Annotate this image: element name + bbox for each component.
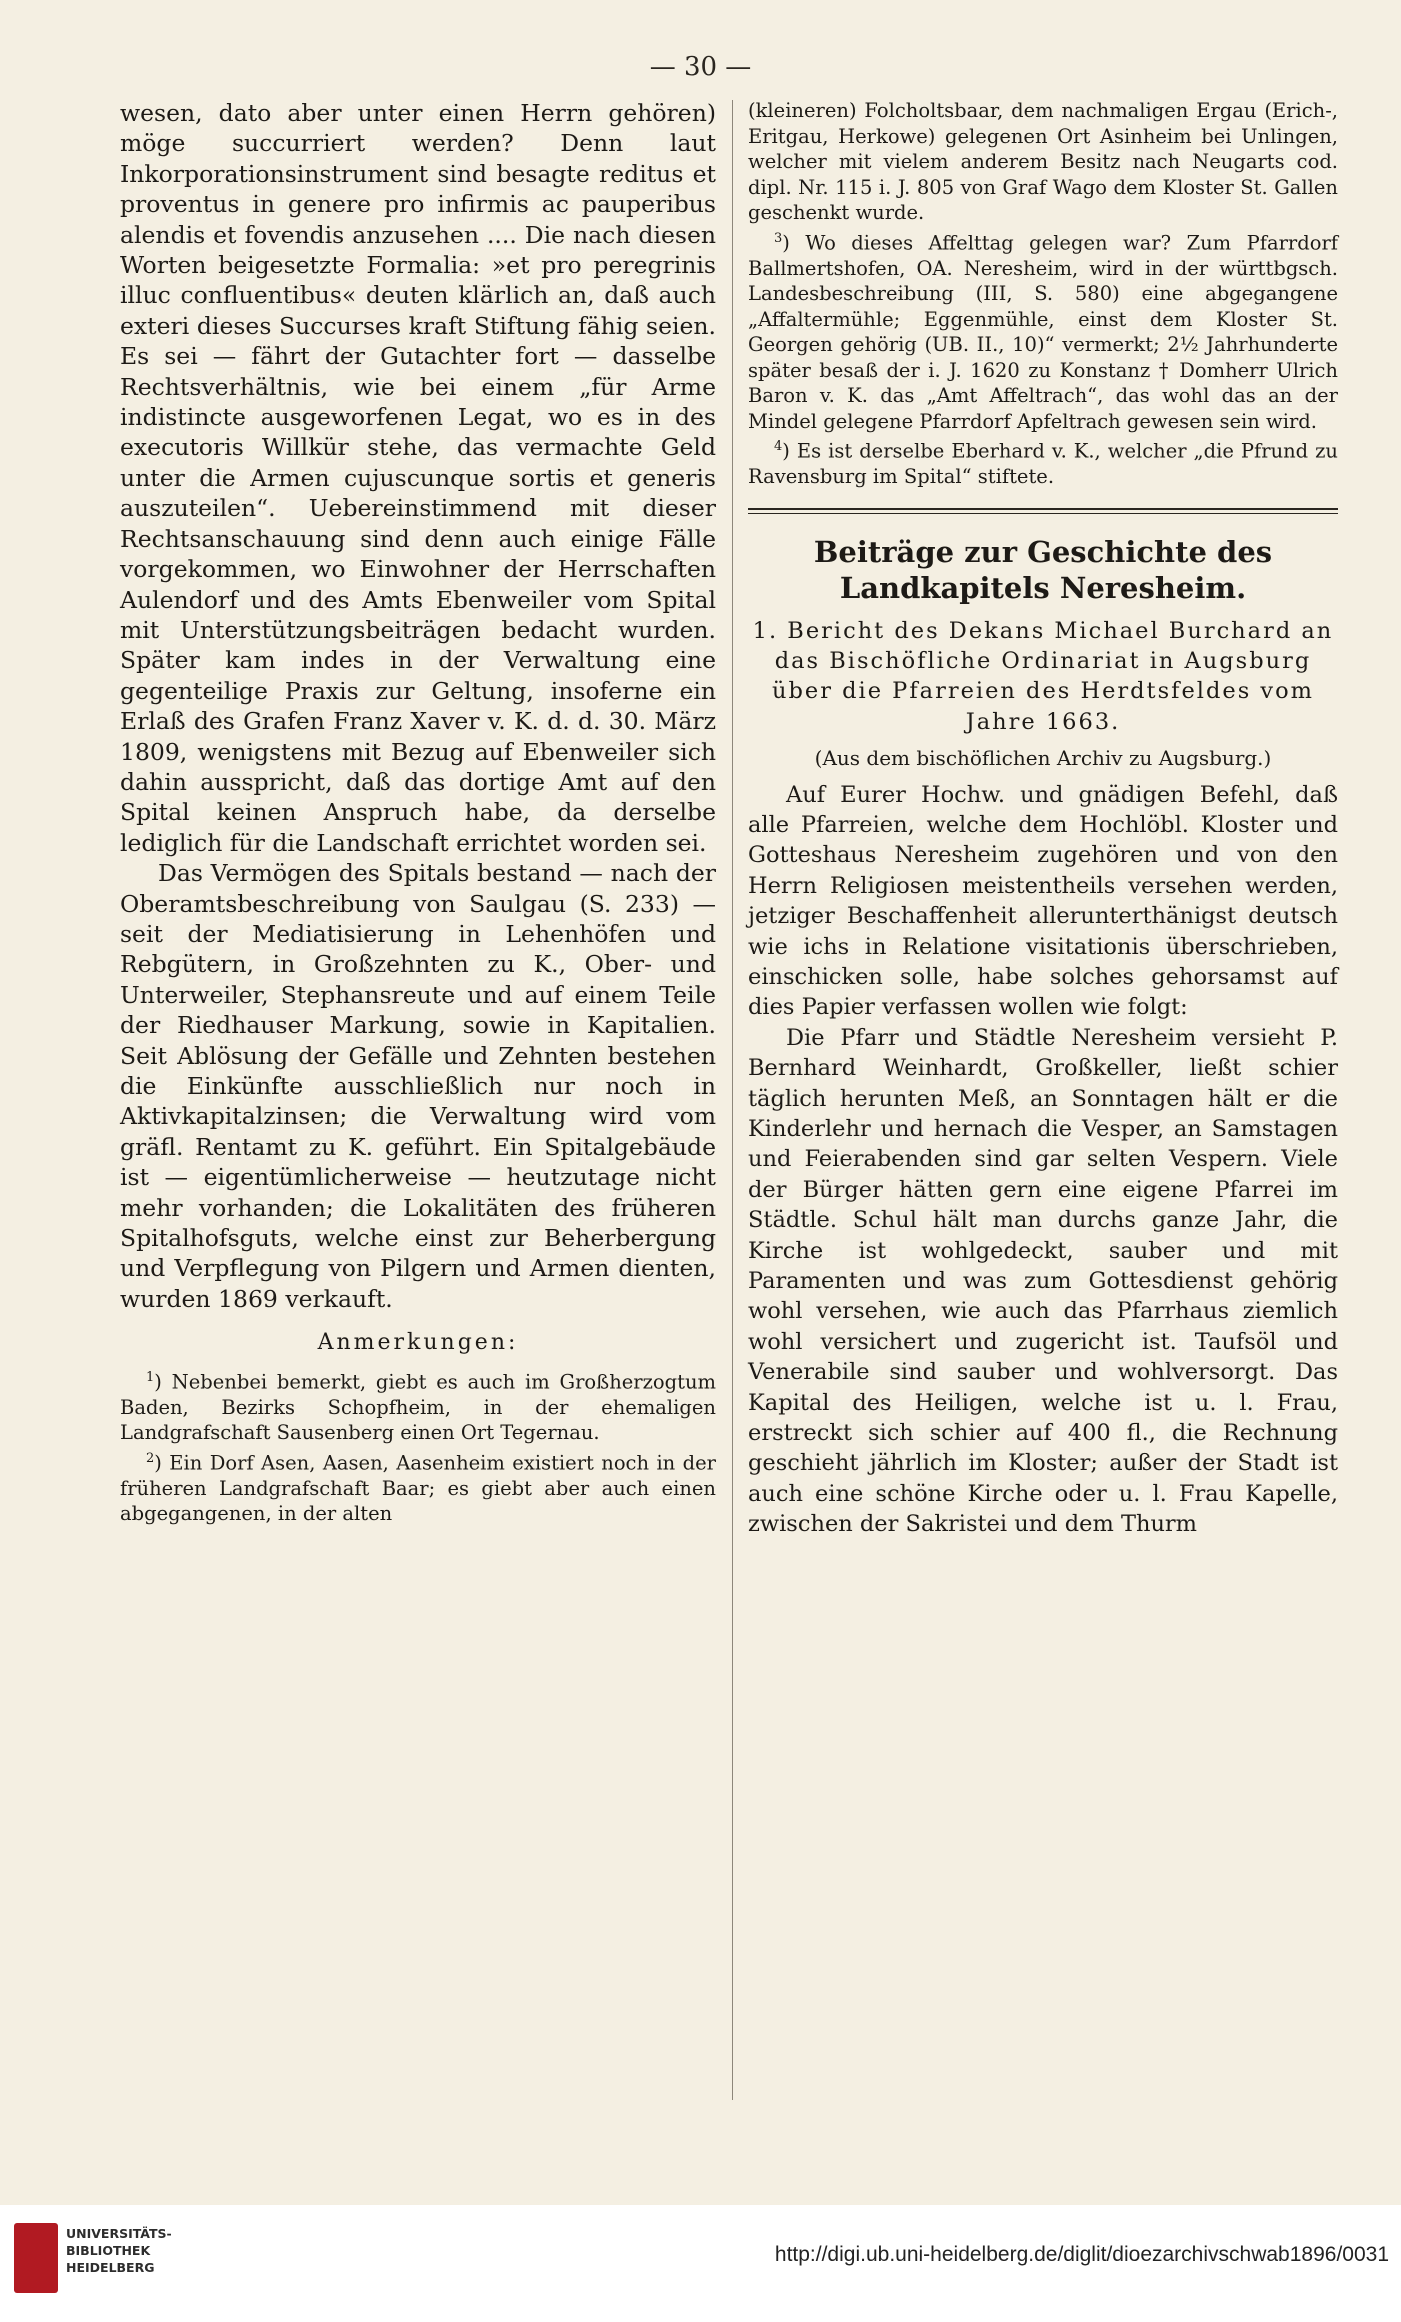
footnote-4-mark: 4 <box>774 439 783 454</box>
logo-line-2: BIBLIOTHEK <box>66 2243 151 2258</box>
left-paragraph-2: Das Vermögen des Spitals bestand — nach der Oberamtsbeschreibung von Saulgau (S. 233) — seit der Mediatisierung in Lehenhöfen und Rebgütern, in Großzehnten zu K., Ober- und Unterweiler, Stephansreute und auf einem Teile der Riedhauser Markung, sowie in Kapitalien. Seit Ablösung der Gefälle und Zehnten bestehen die Einkünfte ausschließlich nur noch in Aktivkapitalzinsen; die Verwaltung wird vom gräfl. Rentamt zu K. geführt. Ein Spitalgebäude ist — eigentümlicherweise — heutzutage nicht mehr vorhanden; die Lokalitäten des früheren Spitalhofsguts, welche einst zur Beherbergung und Verpflegung von Pilgern und Armen dienten, wurden 1869 verkauft. <box>120 859 716 1313</box>
footnote-2-text: Ein Dorf Asen, Aasen, Aasenheim existiert noch in der früheren Landgrafschaft Baar; es giebt aber auch einen abgegangenen, in der alten <box>120 1451 716 1526</box>
footnote-2-mark: 2 <box>146 1450 155 1466</box>
source-url-link[interactable]: http://digi.ub.uni-heidelberg.de/diglit/dioezarchivschwab1896/0031 <box>774 2243 1389 2266</box>
footnote-4: $^4$) Es ist derselbe Eberhard v. K., welcher „die Pfrund zu Ravensburg im Spital“ stiftete. <box>748 439 1338 488</box>
report-source: (Aus dem bischöflichen Archiv zu Augsburg.) <box>814 746 1272 771</box>
right-column <box>748 98 1338 1540</box>
footnote-2-continued: (kleineren) Folcholtsbaar, dem nachmaligen Ergau (Erich-, Eritgau, Herkowe) gelegenen Ort Asinheim bei Unlingen, welcher mit vielem anderem Besitz nach Neugarts cod. dipl. Nr. 115 i. J. 805 von Graf Wago dem Kloster St. Gallen geschenkt wurde. <box>748 99 1338 224</box>
page-number: — 30 — <box>649 52 752 82</box>
notes-heading: Anmerkungen: <box>317 1330 519 1356</box>
footer-bar <box>0 2205 1401 2322</box>
report-title: 1. Bericht des Dekans Michael Burchard an das Bischöfliche Ordinariat in Augsburg über die Pfarreien des Herdtsfeldes vom Jahre 1663. <box>752 617 1334 735</box>
footnote-1-mark: 1 <box>146 1369 155 1385</box>
footnote-2: $^2$) Ein Dorf Asen, Aasen, Aasenheim existiert noch in der früheren Landgrafschaft Baar; es giebt aber auch einen abgegangenen, in der alten <box>120 1450 716 1526</box>
footnote-1-text: Nebenbei bemerkt, giebt es auch im Großherzogtum Baden, Bezirks Schopfheim, in der ehemaligen Landgrafschaft Sausenberg einen Ort Tegernau. <box>120 1370 716 1445</box>
left-column <box>120 98 716 1527</box>
right-paragraph-1: Auf Eurer Hochw. und gnädigen Befehl, daß alle Pfarreien, welche dem Hochlöbl. Kloster und Gotteshaus Neresheim zugehören und von den Herrn Religiosen meistentheils versehen werden, jetziger Beschaffenheit allerunterthänigst deutsch wie ichs in Relatione visitationis überschrieben, einschicken solle, habe solches gehorsamst auf dies Papier verfassen wollen wie folgt: <box>748 781 1338 1021</box>
section-heading: Beiträge zur Geschichte des Landkapitels Neresheim. <box>813 534 1273 605</box>
logo-line-1: UNIVERSITÄTS- <box>66 2226 172 2241</box>
footnote-3: $^3$) Wo dieses Affelttag gelegen war? Zum Pfarrdorf Ballmertshofen, OA. Neresheim, wird in der württbgsch. Landesbeschreibung (III, S. 580) eine abgegangene „Affaltermühle; Eggenmühle, einst dem Kloster St. Georgen gehörig (UB. II., 10)“ vermerkt; 2½ Jahrhunderte später besaß der i. J. 1620 zu Konstanz † Domherr Ulrich Baron v. K. das „Amt Affeltrach“, das wohl das an der Mindel gelegene Pfarrdorf Apfeltrach gewesen sein wird. <box>748 230 1338 433</box>
right-paragraph-2: Die Pfarr und Städtle Neresheim versieht P. Bernhard Weinhardt, Großkeller, ließt schier täglich herunten Meß, an Sonntagen hält er die Kinderlehr und hernach die Vesper, an Samstagen und Feierabenden sind gar selten Vespern. Viele der Bürger hätten gern eine eigene Pfarrei im Städtle. Schul hält man durchs ganze Jahr, die Kirche ist wohlgedeckt, sauber und mit Paramenten und was zum Gottesdienst gehörig wohl versehen, wie auch das Pfarrhaus ziemlich wohl versichert und zugericht ist. Taufsöl und Venerabile sind sauber und wohlversorgt. Das Kapital des Heiligen, welche ist u. l. Frau, erstreckt sich schier auf 400 fl., die Rechnung geschieht jährlich im Kloster; außer der Stadt ist auch eine schöne Kirche oder u. l. Frau Kapelle, zwischen der Sakristei und dem Thurm <box>748 1024 1338 1538</box>
footnote-3-text: Wo dieses Affelttag gelegen war? Zum Pfarrdorf Ballmertshofen, OA. Neresheim, wird in der württbgsch. Landesbeschreibung (III, S. 580) eine abgegangene „Affaltermühle; Eggenmühle, einst dem Kloster St. Georgen gehörig (UB. II., 10)“ vermerkt; 2½ Jahrhunderte später besaß der i. J. 1620 zu Konstanz † Domherr Ulrich Baron v. K. das „Amt Affeltrach“, das wohl das an der Mindel gelegene Pfarrdorf Apfeltrach gewesen sein wird. <box>748 231 1338 433</box>
left-paragraph-1: wesen, dato aber unter einen Herrn gehören) möge succurriert werden? Denn laut Inkorporationsinstrument sind besagte reditus et proventus in genere pro infirmis ac pauperibus alendis et fovendis anzusehen .... Die nach diesen Worten beigesetzte Formalia: »et pro peregrinis illuc confluentibus« deuten klärlich an, daß auch exteri dieses Succurses kraft Stiftung fähig seien. Es sei — fährt der Gutachter fort — dasselbe Rechtsverhältnis, wie bei einem „für Arme indistincte ausgeworfenen Legat, wo es in des executoris Willkür stehe, das vermachte Geld unter die Armen cujuscunque sortis et generis auszuteilen“. Uebereinstimmend mit dieser Rechtsanschauung sind denn auch einige Fälle vorgekommen, wo Einwohner der Herrschaften Aulendorf und des Amts Ebenweiler vom Spital mit Unterstützungsbeiträgen bedacht wurden. Später kam indes in der Verwaltung eine gegenteilige Praxis zur Geltung, insoferne ein Erlaß des Grafen Franz Xaver v. K. d. d. 30. März 1809, wenigstens mit Bezug auf Ebenweiler sich dahin ausspricht, daß das dortige Amt auf den Spital keinen Anspruch habe, da derselbe lediglich für die Landschaft errichtet worden sei. <box>120 99 716 857</box>
library-logo[interactable] <box>14 2223 174 2293</box>
footnote-3-mark: 3 <box>774 230 783 246</box>
footnote-4-text: Es ist derselbe Eberhard v. K., welcher „die Pfrund zu Ravensburg im Spital“ stiftete. <box>748 439 1338 488</box>
library-seal-icon <box>14 2223 58 2293</box>
logo-line-3: HEIDELBERG <box>66 2260 155 2275</box>
column-divider <box>732 100 733 2100</box>
library-logo-text <box>66 2225 172 2276</box>
footnote-1: $^1$) Nebenbei bemerkt, giebt es auch im Großherzogtum Baden, Bezirks Schopfheim, in der ehemaligen Landgrafschaft Sausenberg einen Ort Tegernau. <box>120 1369 716 1445</box>
section-rule <box>748 508 1338 514</box>
